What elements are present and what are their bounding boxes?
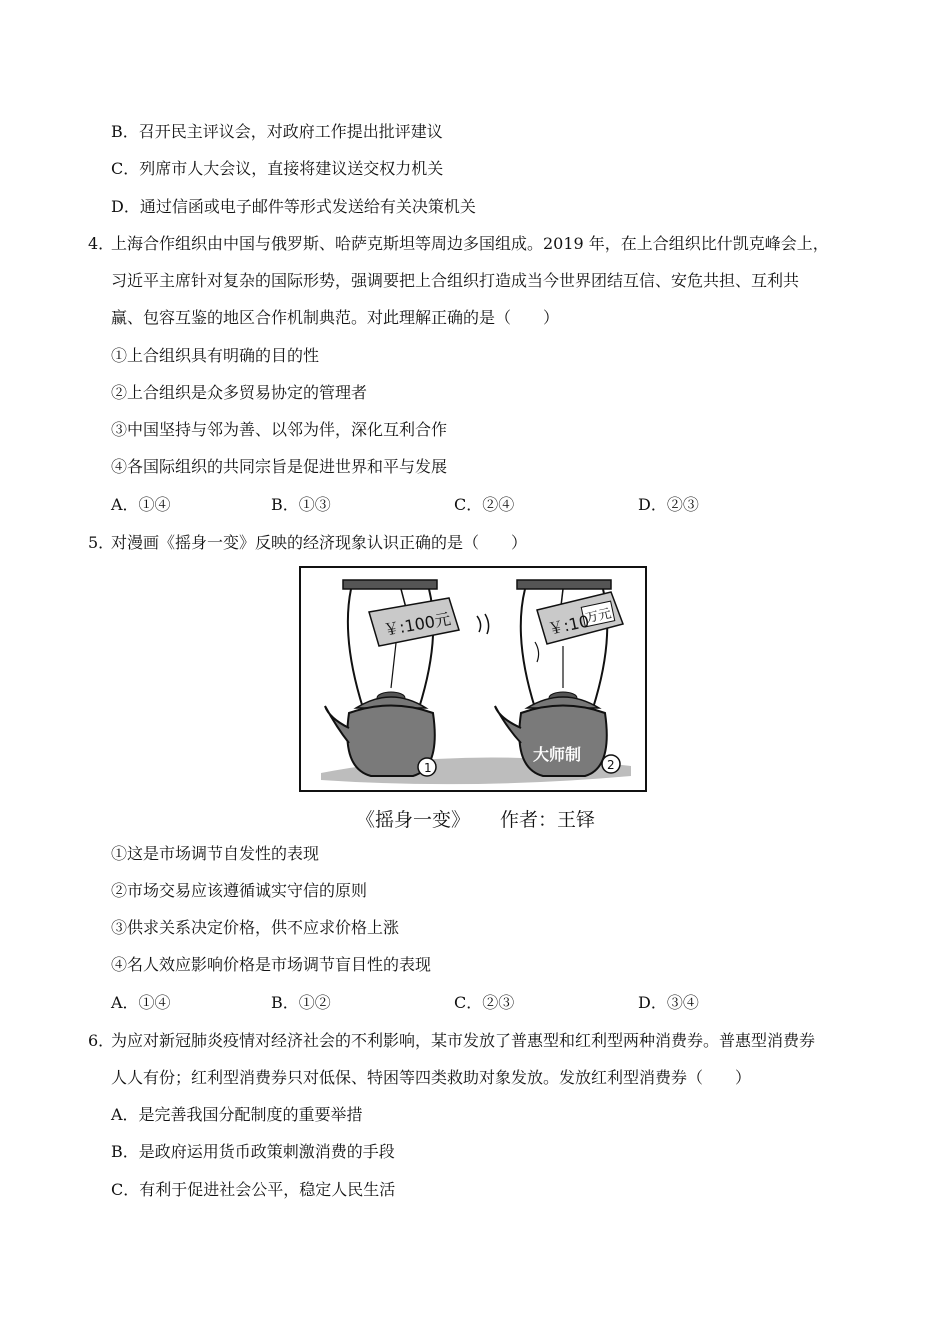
q3-option-c: C．列席市人大会议，直接将建议送交权力机关 (111, 159, 444, 178)
q5-statement-2: ②市场交易应该遵循诚实守信的原则 (111, 881, 368, 900)
q4-choice-d: D．②③ (638, 495, 699, 514)
kettle2-spout (495, 706, 521, 743)
kettle2-handle (517, 580, 611, 589)
q5-number: 5． (88, 533, 115, 552)
q5-statement-1: ①这是市场调节自发性的表现 (111, 844, 320, 863)
q4-statement-4: ④各国际组织的共同宗旨是促进世界和平与发展 (111, 457, 448, 476)
q4-number: 4． (88, 234, 115, 253)
q4-stem-line3: 赢、包容互鉴的地区合作机制典范。对此理解正确的是（ ） (111, 308, 560, 327)
kettle1-handle (343, 580, 437, 589)
q5-choice-b: B．①② (271, 993, 331, 1012)
cartoon-author: 作者：王铎 (500, 809, 596, 831)
q4-stem-line1: 上海合作组织由中国与俄罗斯、哈萨克斯坦等周边多国组成。2019 年，在上合组织比什凯克峰会上， (111, 234, 829, 253)
q5-choice-d: D．③④ (638, 993, 699, 1012)
q3-option-b: B．召开民主评议会，对政府工作提出批评建议 (111, 122, 443, 141)
q4-choice-c: C．②④ (454, 495, 515, 514)
q4-choice-b: B．①③ (271, 495, 331, 514)
q4-statement-1: ①上合组织具有明确的目的性 (111, 346, 320, 365)
q4-statement-3: ③中国坚持与邻为善、以邻为伴，深化互利合作 (111, 420, 448, 439)
cartoon-image (299, 566, 647, 792)
q6-number: 6． (88, 1031, 115, 1050)
cartoon-title: 《摇身一变》 (356, 809, 471, 831)
cartoon-illustration (301, 568, 645, 790)
kettle2-body (519, 706, 606, 777)
q4-stem-line2: 习近平主席针对复杂的国际形势，强调要把上合组织打造成当今世界团结互信、安危共担、互利共 (111, 271, 800, 290)
kettle2-label: 大师制 (533, 745, 582, 764)
kettle2-price-prefix: ￥:10 (546, 611, 591, 639)
q6-stem-line1: 为应对新冠肺炎疫情对经济社会的不利影响，某市发放了普惠型和红利型两种消费券。普惠型消费券 (111, 1031, 816, 1050)
q6-option-c: C．有利于促进社会公平，稳定人民生活 (111, 1180, 396, 1199)
q5-statement-3: ③供求关系决定价格，供不应求价格上涨 (111, 918, 400, 937)
kettle1-spout (325, 706, 349, 743)
q4-choice-a: A．①④ (111, 495, 171, 514)
kettle1-number: 1 (424, 761, 432, 775)
kettle2-number: 2 (607, 758, 615, 772)
q6-stem-line2: 人人有份；红利型消费券只对低保、特困等四类救助对象发放。发放红利型消费券（ ） (111, 1068, 752, 1087)
q6-option-b: B．是政府运用货币政策刺激消费的手段 (111, 1142, 395, 1161)
kettle1-price-text: ￥:100元 (382, 609, 453, 640)
q5-stem-line1: 对漫画《摇身一变》反映的经济现象认识正确的是（ ） (111, 533, 528, 552)
cartoon-caption (356, 808, 595, 832)
q3-option-d: D．通过信函或电子邮件等形式发送给有关决策机关 (111, 197, 476, 216)
q5-choice-a: A．①④ (111, 993, 171, 1012)
q5-statement-4: ④名人效应影响价格是市场调节盲目性的表现 (111, 955, 432, 974)
q5-choice-c: C．②③ (454, 993, 515, 1012)
q6-option-a: A．是完善我国分配制度的重要举措 (111, 1105, 363, 1124)
q4-statement-2: ②上合组织是众多贸易协定的管理者 (111, 383, 368, 402)
kettle2-price-suffix: 万元 (584, 606, 613, 627)
